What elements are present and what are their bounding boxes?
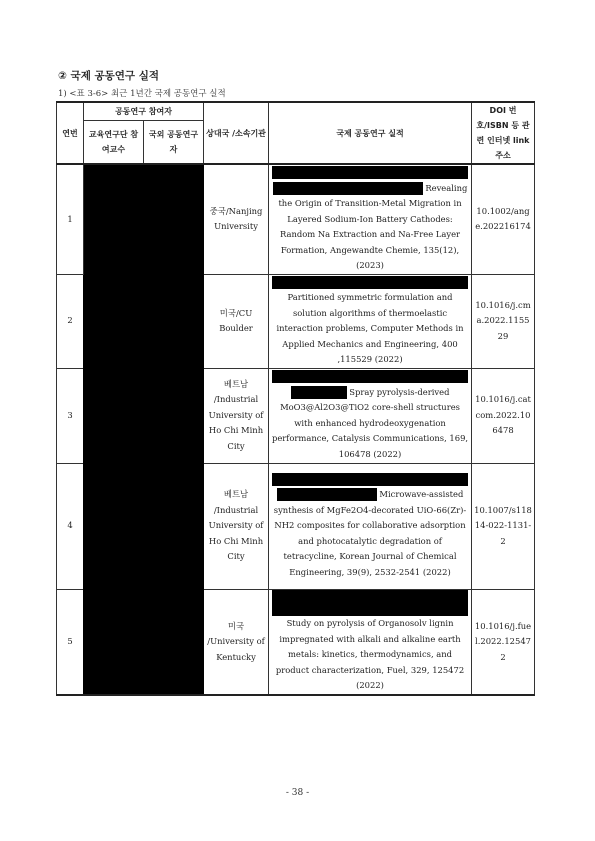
row-doi: 10.1016/j.cma.2022.115529 [472,274,535,368]
header-index: 연번 [57,102,84,164]
row-index: 1 [57,164,84,274]
publication-text: Partitioned symmetric formulation and solution algorithms of thermoelastic interaction problems, Computer Methods in Applied Mechanics and Engineering, 400 ,115529 (2022) [276,292,464,364]
row-doi: 10.1016/j.fuel.2022.125472 [472,589,535,695]
row-index: 5 [57,589,84,695]
row-publication [269,368,472,463]
row-institution: 미국/CU Boulder [204,274,269,368]
table-caption: 1) <표 3-6> 최근 1년간 국제 공동연구 실적 [58,89,226,99]
section-heading: ② 국제 공동연구 실적 [58,70,160,82]
publication-text: Study on pyrolysis of Organosolv lignin impregnated with alkali and alkaline earth metals: kinetics, thermodynamics, and product characterization, Fuel, 329, 125472 (2022) [275,618,465,690]
page-number: - 38 - [285,788,310,798]
collaboration-table [56,101,535,696]
row-publication [269,463,472,589]
header-achievement: 국제 공동연구 실적 [269,102,472,164]
row-publication [269,589,472,695]
redacted-researchers [84,164,204,695]
row-index: 3 [57,368,84,463]
redaction-bar [272,473,468,486]
row-institution: 베트남 /Industrial University of Ho Chi Minh City [204,368,269,463]
redaction-bar [277,488,377,501]
redaction-bar [272,370,468,383]
row-doi: 10.1016/j.catcom.2022.106478 [472,368,535,463]
table-row [57,164,535,274]
row-publication [269,164,472,274]
header-institution: 상대국 /소속기관 [204,102,269,164]
header-faculty: 교육연구단 참여교수 [84,121,144,164]
redaction-bar [291,386,347,399]
row-institution: 미국 /University of Kentucky [204,589,269,695]
row-institution: 중국/Nanjing University [204,164,269,274]
header-participants: 공동연구 참여자 [84,102,204,121]
row-index: 4 [57,463,84,589]
publication-text: Microwave-assisted synthesis of MgFe2O4-decorated UiO-66(Zr)-NH2 composites for collaborative adsorption and photocatalytic degradation of tetracycline, Korean Journal of Chemical Engineering, 39(9), 2532-2541 (2022) [273,489,467,577]
row-institution: 베트남 /Industrial University of Ho Chi Minh City [204,463,269,589]
redaction-bar [272,276,468,289]
row-index: 2 [57,274,84,368]
publication-text: Spray pyrolysis-derived MoO3@Al2O3@TiO2 core-shell structures with enhanced hydrodeoxygenation performance, Catalysis Communications, 169, 106478 (2022) [271,386,469,459]
header-foreign: 국외 공동연구자 [144,121,204,164]
row-doi: 10.1002/ange.202216174 [472,164,535,274]
row-doi: 10.1007/s11814-022-1131-2 [472,463,535,589]
publication-text: Revealing the Origin of Transition-Metal Migration in Layered Sodium-Ion Battery Cathodes: Random Na Extraction and Na-Free Layer Formation, Angewandte Chemie, 135(12), (2023) [278,182,468,270]
redaction-bar [272,166,468,179]
header-doi: DOI 번호/ISBN 등 관련 인터넷 link 주소 [472,102,535,164]
row-publication [269,274,472,368]
redaction-bar [273,182,423,195]
redaction-bar [272,590,468,616]
